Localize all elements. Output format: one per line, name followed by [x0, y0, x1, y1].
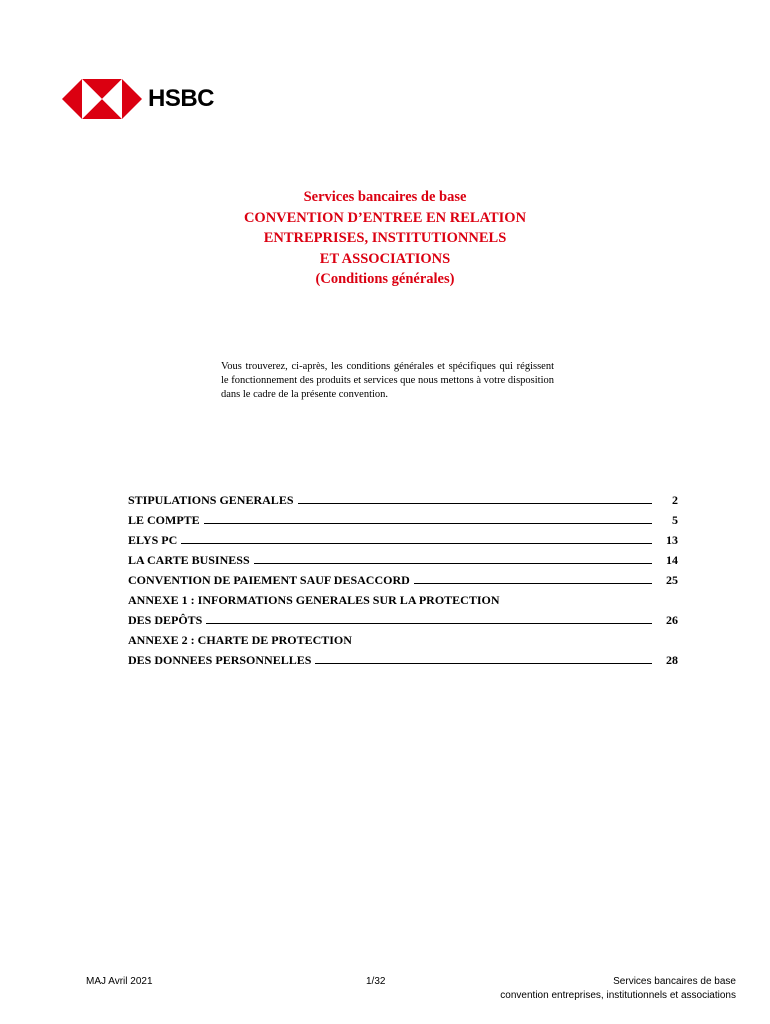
toc-entry-page: 25 — [666, 573, 678, 587]
toc-entry[interactable] — [128, 648, 678, 668]
toc-leader — [204, 523, 652, 524]
intro-paragraph: Vous trouverez, ci-après, les conditions générales et spécifiques qui régissent le fonctionnement des produits et services que nous mettons à votre disposition dans le cadre de la présente convention. — [221, 360, 554, 400]
toc-leader — [254, 563, 652, 564]
toc-entry-heading[interactable]: ANNEXE 2 : CHARTE DE PROTECTION — [128, 633, 352, 647]
footer-document-name — [500, 975, 736, 1003]
hsbc-logo — [62, 78, 214, 120]
footer-doc-line: convention entreprises, institutionnels et associations — [500, 990, 736, 1001]
footer-date: MAJ Avril 2021 — [86, 976, 153, 987]
title-line: ET ASSOCIATIONS — [319, 250, 451, 267]
toc-entry-page: 26 — [666, 613, 678, 627]
toc-entry[interactable] — [128, 548, 678, 568]
toc-entry[interactable] — [128, 488, 678, 508]
toc-entry-label: DES DONNEES PERSONNELLES — [128, 653, 312, 667]
document-title — [0, 187, 770, 290]
footer-doc-line: Services bancaires de base — [613, 976, 736, 987]
table-of-contents — [128, 488, 678, 668]
toc-entry[interactable] — [128, 508, 678, 528]
toc-entry[interactable] — [128, 568, 678, 588]
toc-entry-page: 13 — [666, 533, 678, 547]
title-line: CONVENTION D’ENTREE EN RELATION — [243, 209, 527, 226]
toc-entry-page: 2 — [672, 493, 678, 507]
title-line: (Conditions générales) — [315, 271, 455, 287]
toc-leader — [298, 503, 653, 504]
toc-entry-label: LE COMPTE — [128, 513, 200, 527]
toc-entry-page: 14 — [666, 553, 678, 567]
toc-entry[interactable] — [128, 608, 678, 628]
toc-entry-page: 5 — [672, 513, 678, 527]
toc-leader — [414, 583, 652, 584]
toc-entry-label: DES DEPÔTS — [128, 613, 203, 627]
logo-wordmark: HSBC — [148, 85, 215, 112]
hsbc-hexagon-icon — [62, 79, 142, 119]
toc-leader — [181, 543, 652, 544]
toc-entry-label: ELYS PC — [128, 533, 178, 547]
toc-leader — [315, 663, 652, 664]
title-line: ENTREPRISES, INSTITUTIONNELS — [263, 230, 507, 246]
toc-entry-heading[interactable]: ANNEXE 1 : INFORMATIONS GENERALES SUR LA PROTECTION — [128, 593, 500, 607]
toc-entry-label: CONVENTION DE PAIEMENT SAUF DESACCORD — [128, 573, 410, 587]
title-line: Services bancaires de base — [303, 189, 467, 205]
toc-leader — [206, 623, 652, 624]
toc-entry-label: LA CARTE BUSINESS — [128, 553, 250, 567]
toc-entry-page: 28 — [666, 653, 678, 667]
toc-entry-label: STIPULATIONS GENERALES — [128, 493, 294, 507]
footer-page-number: 1/32 — [366, 976, 386, 987]
toc-entry[interactable] — [128, 528, 678, 548]
